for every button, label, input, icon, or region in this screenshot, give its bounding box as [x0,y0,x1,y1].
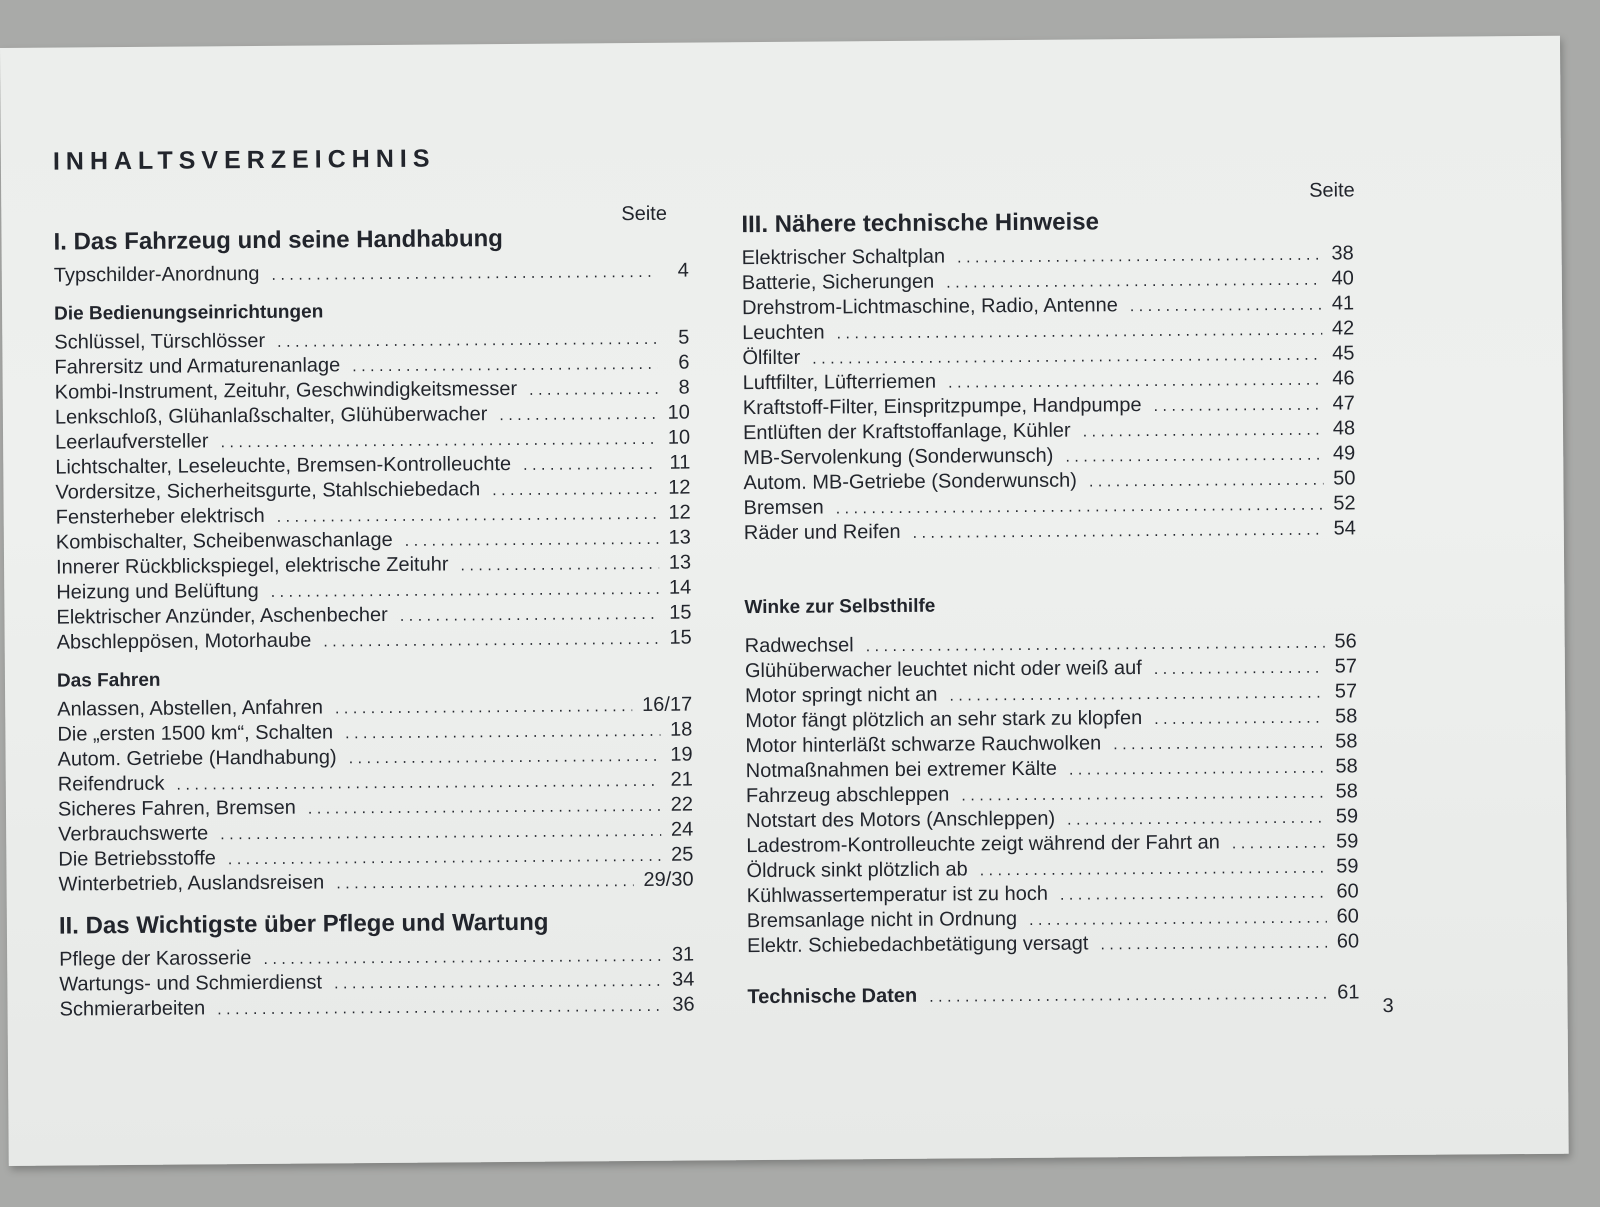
toc-entry-page: 24 [670,818,694,841]
leader-dots [836,493,1324,522]
toc-entry[interactable] [745,729,1357,759]
toc-entry[interactable] [743,466,1355,496]
toc-entry[interactable] [59,943,694,973]
toc-entry-page: 59 [1336,855,1359,878]
toc-entry-page: 58 [1334,705,1358,728]
leader-dots [1089,468,1323,495]
leader-dots [1083,418,1323,445]
toc-entry-page: 29/30 [643,868,694,891]
toc-entry-page: 50 [1333,467,1356,490]
leader-dots [948,368,1322,396]
toc-entry-page: 61 [1337,981,1360,1004]
toc-entry-label: Anlassen, Abstellen, Anfahren [57,696,324,721]
spacer [744,541,1356,582]
leader-dots [352,352,657,379]
toc-entry-label: Sicheres Fahren, Bremsen [57,796,296,821]
toc-entry-label: Kraftstoff-Filter, Einspritzpumpe, Handpumpe [742,394,1142,420]
toc-entry[interactable] [743,441,1355,471]
subsection-heading: Winke zur Selbsthilfe [744,595,936,619]
toc-entry[interactable] [58,768,693,798]
toc-entry-label: Öldruck sinkt plötzlich ab [746,858,968,883]
toc-entry-page: 5 [678,326,690,349]
leader-dots [335,694,632,721]
leader-dots [334,969,662,997]
toc-entry-page: 10 [667,426,691,449]
toc-list [742,241,1356,546]
toc-entry-page: 57 [1334,680,1358,703]
toc-entry-label: MB-Servolenkung (Sonderwunsch) [743,444,1054,470]
toc-entry[interactable] [55,451,690,481]
toc-entry-page: 59 [1335,830,1359,853]
toc-entry-page: 47 [1332,392,1355,415]
left-column [53,223,694,1023]
toc-entry-label: Luftfilter, Lüfterriemen [742,370,937,395]
toc-entry[interactable] [745,654,1357,684]
toc-entry-page: 14 [668,576,692,599]
toc-entry-label: Notmaßnahmen bei extremer Kälte [745,757,1058,783]
toc-entry[interactable] [746,804,1358,834]
toc-entry-label: Motor hinterläßt schwarze Rauchwolken [745,732,1102,758]
leader-dots [980,856,1327,884]
leader-dots [405,527,659,554]
toc-entry[interactable] [58,868,693,898]
toc-entry-page: 11 [669,451,691,474]
leader-dots [460,552,659,579]
toc-entry-page: 13 [668,551,692,574]
toc-entry-label: Die Betriebsstoffe [58,847,216,871]
toc-entry-page: 60 [1336,880,1359,903]
leader-dots [1232,831,1326,857]
section-heading: II. Das Wichtigste über Pflege und Wartung [58,908,549,940]
toc-entry-page: 46 [1332,367,1355,390]
toc-entry-label: Die „ersten 1500 km“, Schalten [57,721,334,746]
toc-entry[interactable] [743,366,1355,396]
toc-entry[interactable] [744,516,1356,546]
toc-list [57,693,694,898]
toc-entry[interactable] [55,426,690,456]
toc-entry[interactable] [743,391,1355,421]
leader-dots [499,402,657,428]
toc-entry-label: Winterbetrieb, Auslandsreisen [58,871,325,896]
toc-entry-page: 21 [670,768,693,791]
leader-dots [228,844,661,872]
toc-entry-page: 58 [1335,780,1358,803]
toc-entry-page: 38 [1331,242,1354,265]
toc-entry-label: Radwechsel [744,634,854,658]
seite-label-left: Seite [621,202,668,226]
leader-dots [946,268,1322,296]
toc-entry[interactable] [58,793,693,823]
leader-dots [836,318,1322,347]
toc-entry[interactable] [742,291,1354,321]
toc-entry[interactable] [747,929,1359,959]
toc-entry-page: 60 [1336,930,1360,953]
toc-entry-label: Schlüssel, Türschlösser [54,329,266,354]
toc-entry[interactable] [56,501,691,531]
toc-entry-label: Wartungs- und Schmierdienst [59,971,323,996]
toc-entry-page: 19 [670,743,693,766]
toc-entry-page: 57 [1334,655,1357,678]
leader-dots [349,744,661,771]
leader-dots [1060,881,1327,908]
toc-entry-label: Leuchten [742,321,825,345]
leader-dots [277,502,659,530]
toc-list [59,943,695,1023]
toc-entry-label: Heizung und Belüftung [56,579,259,604]
toc-entry[interactable] [57,718,692,748]
toc-entry-page: 59 [1335,805,1359,828]
leader-dots [308,794,661,822]
toc-entry-label: Lichtschalter, Leseleuchte, Bremsen-Kontrolleuchte [55,452,512,479]
leader-dots [492,477,658,503]
toc-entry[interactable] [56,576,691,606]
section-heading: III. Nähere technische Hinweise [741,208,1099,239]
toc-entry-page: 15 [669,601,692,624]
toc-entry[interactable] [59,993,694,1023]
toc-entry-label: Lenkschloß, Glühanlaßschalter, Glühüberwacher [54,403,488,429]
leader-dots [523,452,658,478]
toc-entry-page: 6 [678,351,690,374]
manual-page [0,36,1569,1166]
toc-entry[interactable] [746,829,1358,859]
toc-entry[interactable] [54,326,689,356]
right-column [741,205,1359,1010]
leader-dots [1100,931,1327,958]
toc-entry-page: 56 [1334,630,1357,653]
leader-dots [336,869,633,896]
toc-entry-label: Ladestrom-Kontrolleuchte zeigt während der Fahrt an [746,831,1220,858]
toc-entry[interactable] [746,854,1358,884]
leader-dots [949,681,1325,709]
toc-entry[interactable] [58,818,693,848]
toc-entry-label: Pflege der Karosserie [59,947,252,971]
toc-entry-page: 49 [1332,442,1356,465]
toc-entry-page: 13 [668,526,691,549]
toc-entry[interactable] [55,401,690,431]
toc-entry[interactable] [747,879,1359,909]
toc-entry-page: 41 [1331,292,1355,315]
toc-entry-technische-daten[interactable] [747,980,1359,1010]
toc-entry-page: 48 [1332,417,1356,440]
toc-entry-page: 42 [1331,317,1355,340]
toc-entry-label: Batterie, Sicherungen [741,270,935,295]
toc-entry-label: Elektrischer Schaltplan [741,245,946,270]
toc-entry-page: 16/17 [642,693,693,716]
toc-entry-label: Fahrersitz und Armaturenanlage [54,354,341,379]
toc-entry[interactable] [745,704,1357,734]
toc-entry[interactable] [55,476,690,506]
toc-entry[interactable] [745,679,1357,709]
toc-entry-label: Entlüften der Kraftstoffanlage, Kühler [742,419,1071,445]
toc-entry[interactable] [745,629,1357,659]
toc-entry-label: Fensterheber elektrisch [55,504,265,529]
toc-entry-label: Räder und Reifen [743,520,901,545]
toc-entry[interactable] [57,693,692,723]
leader-dots [220,427,658,455]
seite-label-right: Seite [1309,179,1355,202]
leader-dots [277,327,657,355]
toc-entry[interactable] [55,376,690,406]
subsection-heading: Das Fahren [56,669,161,692]
toc-entry-page: 4 [677,259,689,282]
toc-entry-label: Bremsen [743,496,824,520]
leader-dots [220,819,661,847]
toc-entry-page: 25 [671,843,694,866]
toc-entry-label: Autom. Getriebe (Handhabung) [57,746,337,771]
toc-entry-page: 12 [668,501,691,524]
leader-dots [1067,806,1326,833]
leader-dots [323,627,659,655]
toc-entry-page: 22 [670,793,694,816]
toc-entry-page: 45 [1332,342,1355,365]
toc-entry[interactable] [54,259,689,289]
toc-entry[interactable] [743,416,1355,446]
toc-entry-page: 18 [670,718,693,741]
subsection-heading: Die Bedienungseinrichtungen [54,301,324,325]
toc-entry-page: 8 [678,376,690,399]
toc-entry-label: Kombischalter, Scheibenwaschanlage [55,528,393,554]
toc-entry-label: Bremsanlage nicht in Ordnung [746,908,1018,933]
toc-entry[interactable] [56,551,691,581]
toc-list [54,326,692,656]
toc-entry-page: 10 [667,401,690,424]
leader-dots [957,243,1321,271]
toc-entry-label: Autom. MB-Getriebe (Sonderwunsch) [743,469,1077,495]
leader-dots [345,719,660,746]
toc-entry[interactable] [746,779,1358,809]
toc-entry[interactable] [742,266,1354,296]
toc-list [745,629,1360,959]
toc-entry-label: Vordersitze, Sicherheitsgurte, Stahlschiebedach [55,478,481,504]
leader-dots [529,377,658,403]
toc-entry-label: Leerlaufversteller [55,430,209,454]
toc-entry-label: Motor springt nicht an [745,683,938,708]
leader-dots [400,602,660,629]
toc-entry[interactable] [59,968,694,998]
toc-entry[interactable] [747,904,1359,934]
leader-dots [929,982,1327,1010]
toc-entry[interactable] [54,351,689,381]
toc-entry-label: Typschilder-Anordnung [53,262,260,287]
toc-entry-label: Innerer Rückblickspiegel, elektrische Zeituhr [55,553,449,579]
toc-entry-label: Drehstrom-Lichtmaschine, Radio, Antenne [741,294,1118,320]
toc-entry-label: Elektrischer Anzünder, Aschenbecher [56,603,388,629]
toc-entry-label: Schmierarbeiten [59,997,206,1021]
toc-entry[interactable] [56,526,691,556]
leader-dots [271,260,656,288]
toc-entry-label: Glühüberwacher leuchtet nicht oder weiß auf [744,657,1142,683]
toc-entry-page: 34 [672,968,695,991]
toc-entry[interactable] [742,341,1354,371]
toc-entry[interactable] [58,843,693,873]
page-title: INHALTSVERZEICHNIS [52,144,436,176]
toc-entry-label: Kombi-Instrument, Zeituhr, Geschwindigkeitsmesser [54,377,518,404]
toc-entry-page: 40 [1331,267,1354,290]
toc-entry-label: Motor fängt plötzlich an sehr stark zu klopfen [745,707,1143,733]
leader-dots [271,577,660,605]
toc-entry-page: 58 [1335,755,1358,778]
leader-dots [217,994,662,1022]
leader-dots [263,944,662,972]
toc-entry-page: 12 [668,476,691,499]
toc-entry[interactable] [746,754,1358,784]
toc-entry[interactable] [56,601,691,631]
toc-entry-label: Ölfilter [742,346,801,370]
leader-dots [1130,293,1322,320]
toc-entry[interactable] [742,241,1354,271]
leader-dots [1029,906,1327,933]
toc-entry-page: 58 [1335,730,1358,753]
toc-entry-page: 31 [671,943,695,966]
leader-dots [1065,443,1323,470]
page-number: 3 [1382,995,1394,1018]
section-heading: I. Das Fahrzeug und seine Handhabung [53,225,504,256]
toc-entry-label: Reifendruck [57,772,165,796]
toc-entry-page: 60 [1336,905,1359,928]
leader-dots [866,631,1325,660]
toc-entry-label: Technische Daten [747,984,918,1009]
toc-entry[interactable] [57,626,692,656]
toc-entry[interactable] [57,743,692,773]
leader-dots [1154,656,1325,682]
toc-entry-label: Fahrzeug abschleppen [745,783,950,808]
leader-dots [961,781,1325,809]
leader-dots [1069,756,1326,783]
leader-dots [1153,393,1322,419]
toc-entry-page: 52 [1333,492,1356,515]
toc-entry-page: 15 [669,626,692,649]
toc-entry-page: 36 [672,993,695,1016]
toc-entry-label: Kühlwassertemperatur ist zu hoch [746,882,1049,908]
toc-entry-page: 54 [1333,517,1356,540]
leader-dots [1113,731,1325,758]
toc-entry-label: Verbrauchswerte [58,822,209,846]
toc-entry-label: Notstart des Motors (Anschleppen) [746,807,1056,833]
toc-entry[interactable] [744,491,1356,521]
toc-entry-label: Abschleppösen, Motorhaube [56,629,312,654]
toc-entry[interactable] [742,316,1354,346]
leader-dots [176,769,660,798]
leader-dots [1154,706,1325,732]
toc-entry-label: Elektr. Schiebedachbetätigung versagt [746,932,1089,958]
leader-dots [913,518,1324,546]
